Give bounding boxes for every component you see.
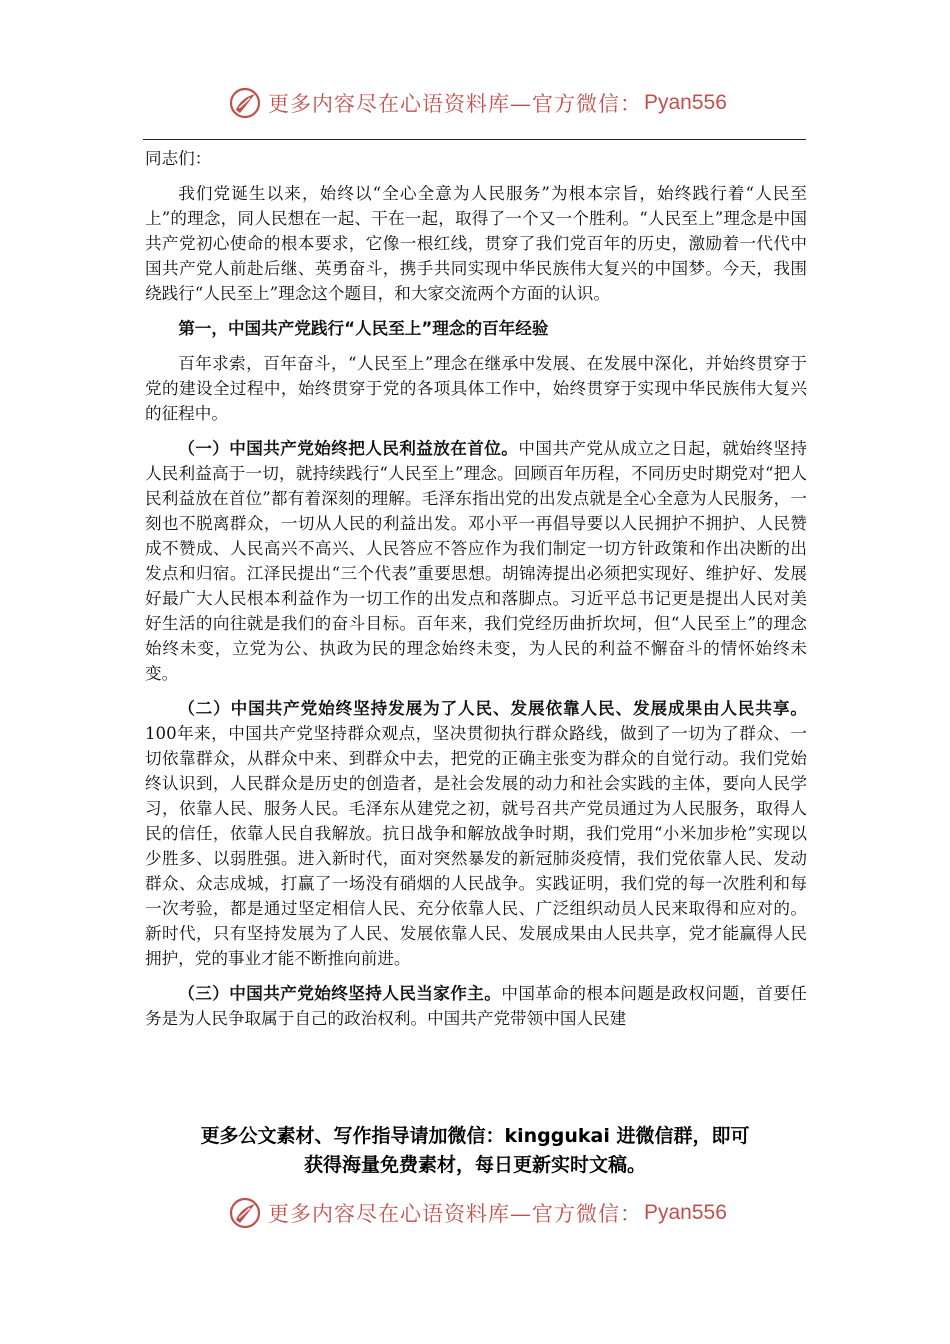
page-footer <box>0 1188 950 1238</box>
paragraph-1-body: 中国共产党从成立之日起，就始终坚持人民利益高于一切，就持续践行“人民至上”理念。回顾百年历程，不同历史时期党对“把人民利益放在首位”都有着深刻的理解。毛泽东指出党的出发点就是全心全意为人民服务，一刻也不脱离群众，一切从人民的利益出发。邓小平一再倡导要以人民拥护不拥护、人民赞成不赞成、人民高兴不高兴、人民答应不答应作为我们制定一切方针政策和作出决断的出发点和归宿。江泽民提出“三个代表”重要思想。胡锦涛提出必须把实现好、维护好、发展好最广大人民根本利益作为一切工作的出发点和落脚点。习近平总书记更是提出人民对美好生活的向往就是我们的奋斗目标。百年来，我们党经历曲折坎坷，但“人民至上”的理念始终未变，立党为公、执政为民的理念始终未变，为人民的利益不懈奋斗的情怀始终未变。 <box>145 439 807 683</box>
brand-logo-icon <box>228 1196 262 1230</box>
paragraph-1-lead: （一）中国共产党始终把人民利益放在首位。 <box>178 439 519 458</box>
promo-line-2: 获得海量免费素材，每日更新实时文稿。 <box>303 1154 646 1176</box>
intro-paragraph: 我们党诞生以来，始终以“全心全意为人民服务”为根本宗旨，始终践行着“人民至上”的理念，同人民想在一起、干在一起，取得了一个又一个胜利。“人民至上”理念是中国共产党初心使命的根本要求，它像一根红线，贯穿了我们党百年的历史，激励着一代代中国共产党人前赴后继、英勇奋斗，携手共同实现中华民族伟大复兴的中国梦。今天，我围绕践行“人民至上”理念这个题目，和大家交流两个方面的认识。 <box>145 184 807 303</box>
section1-intro: 百年求索，百年奋斗，“人民至上”理念在继承中发展、在发展中深化，并始终贯穿于党的建设全过程中，始终贯穿于党的各项具体工作中，始终贯穿于实现中华民族伟大复兴的征程中。 <box>145 354 807 423</box>
section1-heading: 第一，中国共产党践行“人民至上”理念的百年经验 <box>178 319 549 338</box>
header-wechat-id: Pyan556 <box>644 91 727 114</box>
greeting: 同志们： <box>145 149 212 168</box>
document-body <box>145 146 807 1141</box>
paragraph-3 <box>145 981 807 1031</box>
header-divider <box>143 139 806 140</box>
paragraph-3-lead: （三）中国共产党始终坚持人民当家作主。 <box>178 984 502 1003</box>
footer-wechat-id: Pyan556 <box>644 1201 727 1224</box>
header-brand <box>228 86 727 120</box>
paragraph-3-body: 中国革命的根本问题是政权问题，首要任务是为人民争取属于自己的政治权利。中国共产党带领中国人民建 <box>145 984 807 1028</box>
page-header <box>0 78 950 128</box>
paragraph-1 <box>145 436 807 686</box>
footer-brand-text: 更多内容尽在心语资料库—官方微信： <box>268 1202 642 1226</box>
paragraph-2-lead: （二）中国共产党始终坚持发展为了人民、发展依靠人民、发展成果由人民共享。 <box>178 699 807 718</box>
paragraph-2-body: 100年来，中国共产党坚持群众观点，坚决贯彻执行群众路线，做到了一切为了群众、一切依靠群众，从群众中来、到群众中去，把党的正确主张变为群众的自觉行动。我们党始终认识到，人民群众是历史的创造者，是社会发展的动力和社会实践的主体，要向人民学习，依靠人民、服务人民。毛泽东从建党之初，就号召共产党员通过为人民服务，取得人民的信任，依靠人民自我解放。抗日战争和解放战争时期，我们党用“小米加步枪”实现以少胜多、以弱胜强。进入新时代，面对突然暴发的新冠肺炎疫情，我们党依靠人民、发动群众、众志成城，打赢了一场没有硝烟的人民战争。实践证明，我们党的每一次胜利和每一次考验，都是通过坚定相信人民、充分依靠人民、广泛组织动员人民来取得和应对的。新时代，只有坚持发展为了人民、发展依靠人民、发展成果由人民共享，党才能赢得人民拥护，党的事业才能不断推向前进。 <box>145 724 807 968</box>
promo-line-1: 更多公文素材、写作指导请加微信：kinggukai 进微信群，即可 <box>200 1125 750 1147</box>
footer-brand <box>228 1196 727 1230</box>
paragraph-2 <box>145 696 807 971</box>
document-text-area <box>145 146 807 1141</box>
brand-logo-icon <box>228 86 262 120</box>
header-brand-text: 更多内容尽在心语资料库—官方微信： <box>268 92 642 116</box>
promo-banner <box>120 1122 830 1180</box>
